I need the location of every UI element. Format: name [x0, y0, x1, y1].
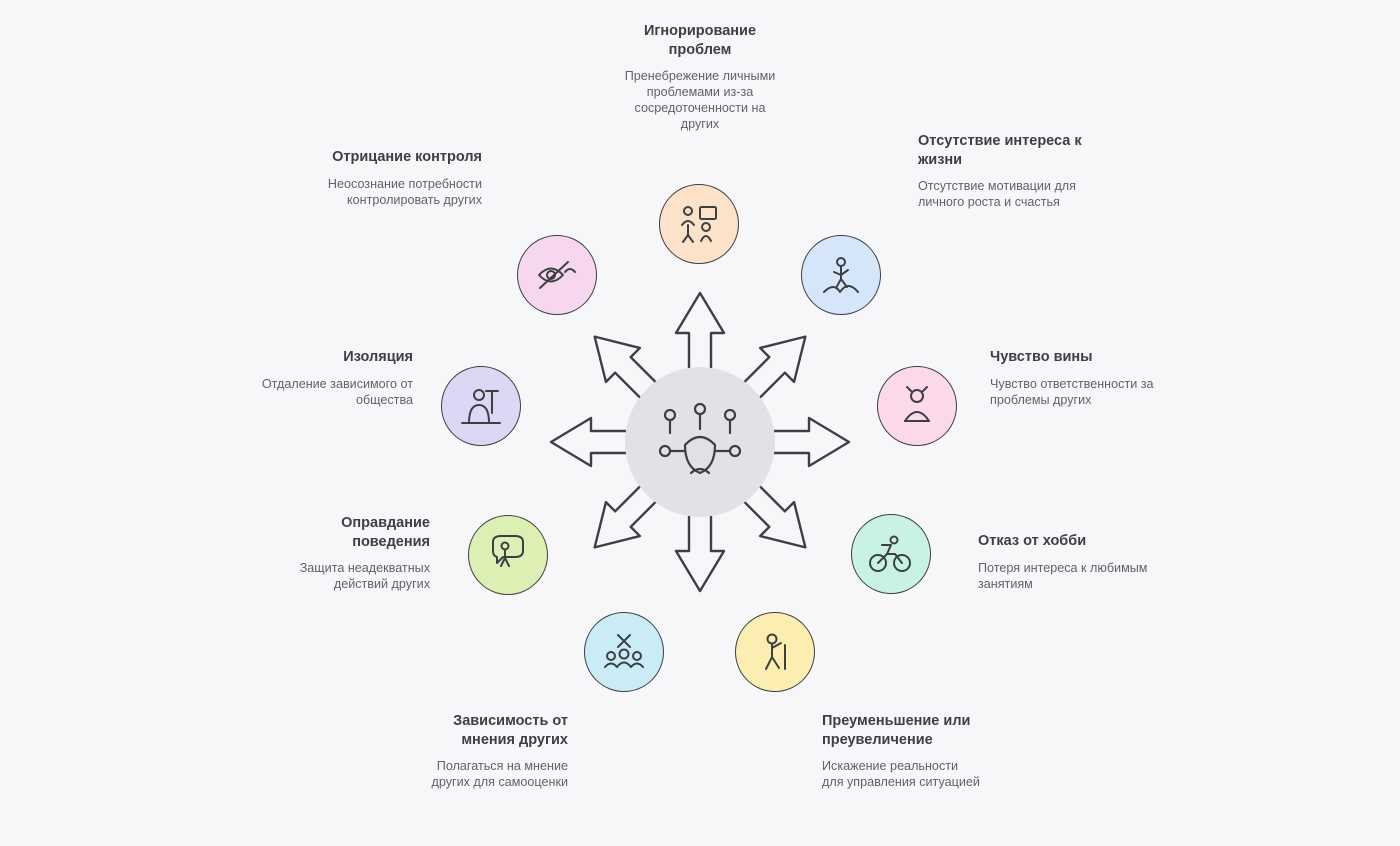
- label-title: Зависимость от мнения других: [453, 713, 568, 748]
- label-ignoring-problems: [615, 22, 785, 133]
- label-title: Изоляция: [343, 349, 413, 365]
- person-downhill-icon: [818, 252, 864, 298]
- label-title: Отказ от хобби: [978, 533, 1087, 549]
- node-no-interest-in-life[interactable]: [801, 235, 881, 315]
- node-isolation[interactable]: [441, 366, 521, 446]
- node-minimizing-exaggerating[interactable]: [735, 612, 815, 692]
- label-giving-up-hobbies: [978, 532, 1153, 592]
- center-hub: [625, 367, 775, 517]
- label-denial-of-control: [312, 148, 482, 208]
- label-dependence-on-opinions: [398, 712, 568, 790]
- label-justifying-behaviour: [260, 514, 430, 592]
- label-minimizing-exaggerating: [822, 712, 982, 790]
- label-title: Чувство вины: [990, 349, 1093, 365]
- label-desc: Неосознание потребности контролировать других: [327, 176, 482, 207]
- sad-face-hub-icon: [625, 367, 775, 517]
- node-ignoring-problems[interactable]: [659, 184, 739, 264]
- group-people-icon: [601, 629, 647, 675]
- label-title: Отрицание контроля: [332, 149, 482, 165]
- person-angry-icon: [894, 383, 940, 429]
- label-guilt-feeling: [990, 348, 1165, 408]
- label-title: Преуменьшение или преувеличение: [822, 713, 971, 748]
- label-title: Отсутствие интереса к жизни: [918, 133, 1082, 168]
- label-desc: Отдаление зависимого от общества: [261, 376, 413, 407]
- label-desc: Защита неадекватных действий других: [299, 561, 430, 592]
- label-desc: Потеря интереса к любимым занятиям: [978, 560, 1148, 591]
- person-speech-icon: [485, 532, 531, 578]
- label-desc: Чувство ответственности за проблемы других: [990, 376, 1154, 407]
- label-desc: Отсутствие мотивации для личного роста и счастья: [918, 179, 1076, 210]
- node-justifying-behaviour[interactable]: [468, 515, 548, 595]
- person-stretch-icon: [752, 629, 798, 675]
- person-window-icon: [458, 383, 504, 429]
- eye-crossed-icon: [534, 252, 580, 298]
- label-no-interest-in-life: [918, 132, 1093, 210]
- node-denial-of-control[interactable]: [517, 235, 597, 315]
- label-desc: Полагаться на мнение других для самооценки: [431, 759, 568, 790]
- label-desc: Искажение реальности для управления ситуацией: [822, 759, 980, 790]
- label-title: Игнорирование проблем: [643, 23, 757, 58]
- node-giving-up-hobbies[interactable]: [851, 514, 931, 594]
- label-desc: Пренебрежение личными проблемами из-за сосредоточенности на других: [624, 69, 776, 132]
- cyclist-icon: [868, 531, 914, 577]
- node-guilt-feeling[interactable]: [877, 366, 957, 446]
- people-presentation-icon: [676, 201, 722, 247]
- node-dependence-on-opinions[interactable]: [584, 612, 664, 692]
- label-isolation: [243, 348, 413, 408]
- label-title: Оправдание поведения: [341, 515, 430, 550]
